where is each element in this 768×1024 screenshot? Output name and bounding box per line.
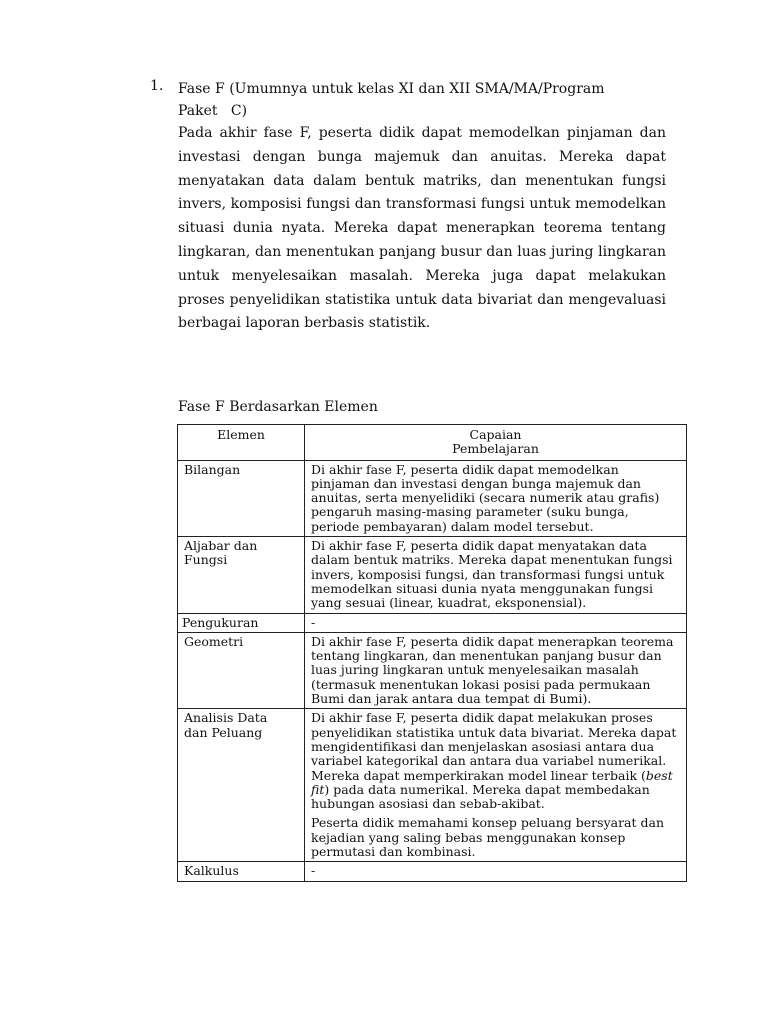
- cell-capaian: -: [305, 613, 687, 632]
- table-row-geometri: [178, 632, 687, 708]
- table-title: Fase F Berdasarkan Elemen: [178, 399, 378, 415]
- cell-capaian: -: [305, 862, 687, 881]
- cell-capaian: Di akhir fase F, peserta didik dapat menyatakan data dalam bentuk matriks. Mereka dapat menentukan fungsi invers, komposisi fungsi, dan transformasi fungsi untuk memodelkan situasi dunia nyata menggunakan fungsi yang sesuai (linear, kuadrat, eksponensial).: [305, 537, 687, 613]
- table-row-aljabar: [178, 537, 687, 613]
- table-row-bilangan: [178, 460, 687, 536]
- header-elemen: Elemen: [178, 425, 305, 461]
- table-row-pengukuran: [178, 613, 687, 632]
- elements-table: [177, 424, 687, 882]
- table-row-analisis: [178, 709, 687, 862]
- cell-elemen: Kalkulus: [178, 862, 305, 881]
- list-number: 1.: [150, 78, 164, 94]
- cell-elemen: Aljabar dan Fungsi: [178, 537, 305, 613]
- phase-heading: [178, 78, 678, 122]
- header-capaian: Capaian Pembelajaran: [305, 425, 687, 461]
- cell-elemen: Geometri: [178, 632, 305, 708]
- capaian-paragraph-3: Peserta didik memahami konsep peluang bersyarat dan kejadian yang saling bebas menggunakan konsep permutasi dan kombinasi.: [311, 815, 665, 860]
- capaian-paragraph-2: [311, 769, 680, 812]
- phase-heading-line2: Paket C): [178, 103, 248, 119]
- cell-capaian: [305, 709, 687, 862]
- cell-elemen: Analisis Data dan Peluang: [178, 709, 305, 862]
- cell-elemen: Pengukuran: [178, 613, 305, 632]
- capaian-p2-before: Mereka dapat memperkirakan model linear terbaik (: [311, 767, 646, 783]
- phase-heading-line1: Fase F (Umumnya untuk kelas XI dan XII SMA/MA/Program: [178, 81, 605, 97]
- capaian-paragraph-1: Di akhir fase F, peserta didik dapat melakukan proses penyelidikan statistika untuk data bivariat. Mereka dapat mengidentifikasi dan menjelaskan asosiasi antara dua variabel kategorikal dan antara dua variabel numerikal.: [311, 710, 677, 769]
- table-row-kalkulus: [178, 862, 687, 881]
- cell-elemen: Bilangan: [178, 460, 305, 536]
- capaian-p2-emphasis: best fit: [311, 767, 673, 797]
- table-header-row: [178, 425, 687, 461]
- cell-capaian: Di akhir fase F, peserta didik dapat menerapkan teorema tentang lingkaran, dan menentukan panjang busur dan luas juring lingkaran untuk menyelesaikan masalah (termasuk menentukan lokasi posisi pada permukaan Bumi dan jarak antara dua tempat di Bumi).: [305, 632, 687, 708]
- capaian-p2-after: ) pada data numerikal. Mereka dapat membedakan hubungan asosiasi dan sebab-akibat.: [311, 781, 650, 812]
- cell-capaian: Di akhir fase F, peserta didik dapat memodelkan pinjaman dan investasi dengan bunga majemuk dan anuitas, serta menyelidiki (secara numerik atau grafis) pengaruh masing-masing parameter (suku bunga, periode pembayaran) dalam model tersebut.: [305, 460, 687, 536]
- phase-description: Pada akhir fase F, peserta didik dapat memodelkan pinjaman dan investasi dengan bunga majemuk dan anuitas. Mereka dapat menyatakan data dalam bentuk matriks, dan menentukan fungsi invers, komposisi fungsi dan transformasi fungsi untuk memodelkan situasi dunia nyata. Mereka dapat menerapkan teorema tentang lingkaran, dan menentukan panjang busur dan luas juring lingkaran untuk menyelesaikan masalah. Mereka juga dapat melakukan proses penyelidikan statistika untuk data bivariat dan mengevaluasi berbagai laporan berbasis statistik.: [178, 125, 666, 332]
